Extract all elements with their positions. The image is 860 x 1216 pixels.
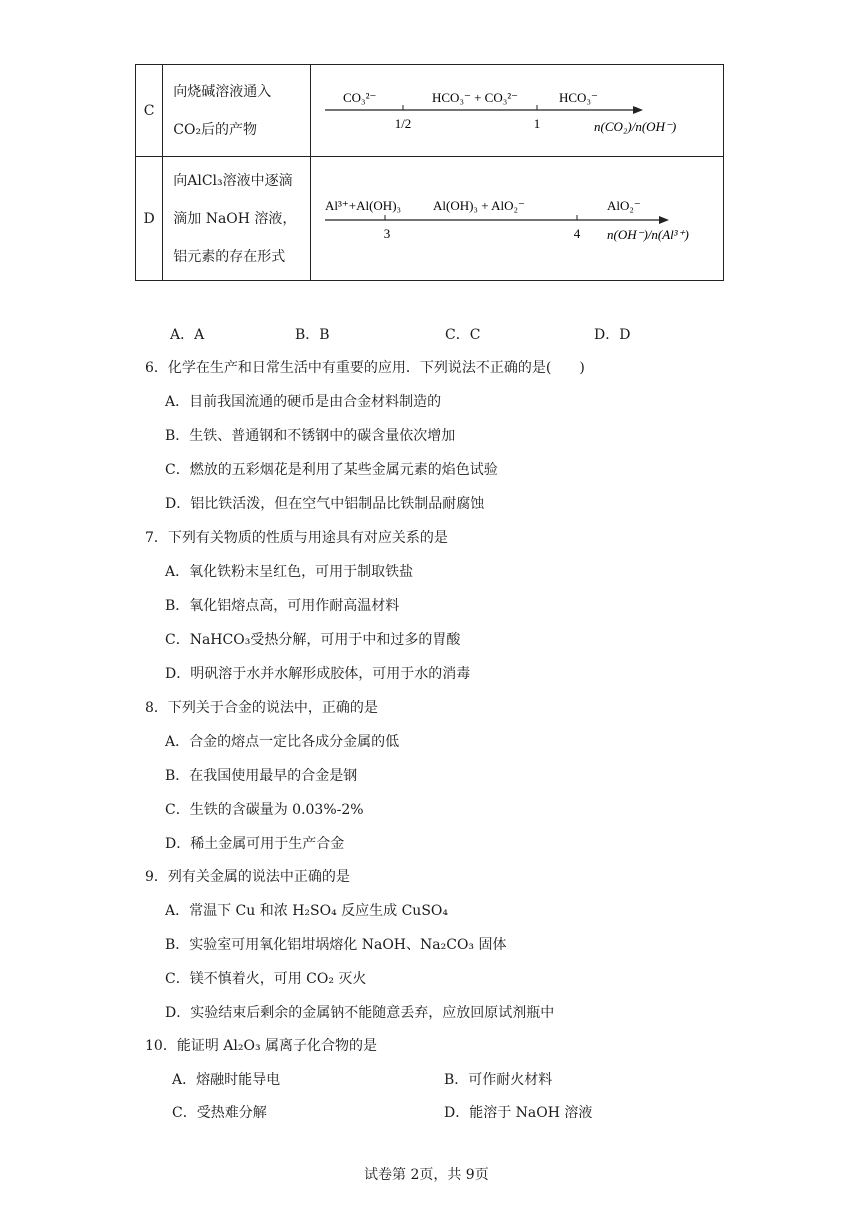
region-label: HCO₃⁻ + CO₃²⁻ — [432, 89, 519, 105]
option-b[interactable]: B．在我国使用最早的合金是钢 — [165, 768, 358, 784]
region-label: Al(OH)₃ + AlO₂⁻ — [433, 197, 525, 213]
option-a[interactable]: A．常温下 Cu 和浓 H₂SO₄ 反应生成 CuSO₄ — [165, 903, 449, 919]
option-d[interactable]: D．铝比铁活泼，但在空气中铝制品比铁制品耐腐蚀 — [165, 496, 485, 512]
option-c[interactable]: C．受热难分解 — [172, 1105, 267, 1121]
region-label: AlO₂⁻ — [607, 197, 641, 213]
desc-line: 向烧碱溶液通入 — [173, 83, 272, 100]
option-c[interactable]: C．镁不慎着火，可用 CO₂ 灭火 — [165, 971, 367, 987]
region-label: CO₃²⁻ — [343, 89, 377, 105]
question-stem: 9．列有关金属的说法中正确的是 — [145, 869, 350, 885]
desc-line: 铝元素的存在形式 — [173, 248, 286, 265]
table-row-c — [136, 65, 724, 157]
choice-c[interactable]: C．C — [445, 327, 481, 343]
option-d[interactable]: D．稀土金属可用于生产合金 — [165, 836, 345, 852]
number-line-c — [311, 66, 723, 156]
row-description — [163, 65, 311, 157]
choice-b[interactable]: B．B — [295, 327, 330, 343]
table-row-d — [136, 157, 724, 281]
option-a[interactable]: A．目前我国流通的硬币是由合金材料制造的 — [165, 394, 442, 410]
row-description — [163, 157, 311, 281]
question-stem: 6．化学在生产和日常生活中有重要的应用．下列说法不正确的是( ) — [145, 360, 585, 376]
option-a[interactable]: A．氧化铁粉末呈红色，可用于制取铁盐 — [165, 564, 414, 580]
number-line-diagram — [311, 65, 724, 157]
option-c[interactable]: C．NaHCO₃受热分解，可用于中和过多的胃酸 — [165, 632, 461, 648]
axis-label: n(CO₂)/n(OH⁻) — [594, 118, 677, 134]
number-line-diagram — [311, 157, 724, 281]
option-b[interactable]: B．实验室可用氧化铝坩埚熔化 NaOH、Na₂CO₃ 固体 — [165, 937, 507, 953]
tick-label: 4 — [573, 225, 581, 241]
option-d[interactable]: D．能溶于 NaOH 溶液 — [444, 1105, 593, 1121]
desc-line: 滴加 NaOH 溶液， — [173, 210, 297, 227]
choice-a[interactable]: A．A — [170, 327, 205, 343]
row-letter: D — [136, 157, 163, 281]
option-a[interactable]: A．合金的熔点一定比各成分金属的低 — [165, 734, 400, 750]
option-c[interactable]: C．生铁的含碳量为 0.03%-2% — [165, 802, 364, 818]
option-b[interactable]: B．可作耐火材料 — [444, 1072, 553, 1088]
options-table — [135, 64, 724, 281]
row-letter: C — [136, 65, 163, 157]
number-line-d — [311, 158, 723, 280]
question-stem: 10．能证明 Al₂O₃ 属离子化合物的是 — [145, 1038, 378, 1054]
page-footer: 试卷第 2页，共 9页 — [364, 1167, 489, 1183]
option-b[interactable]: B．生铁、普通钢和不锈钢中的碳含量依次增加 — [165, 428, 456, 444]
tick-label: 1 — [533, 115, 541, 131]
desc-line: CO₂后的产物 — [173, 121, 258, 138]
option-c[interactable]: C．燃放的五彩烟花是利用了某些金属元素的焰色试验 — [165, 462, 498, 478]
region-label: Al³⁺+Al(OH)₃ — [325, 197, 402, 213]
choice-d[interactable]: D．D — [594, 327, 631, 343]
question-stem: 7．下列有关物质的性质与用途具有对应关系的是 — [145, 530, 448, 546]
tick-label: 3 — [383, 225, 391, 241]
desc-line: 向AlCl₃溶液中逐滴 — [173, 172, 293, 189]
region-label: HCO₃⁻ — [559, 89, 598, 105]
option-b[interactable]: B．氧化铝熔点高，可用作耐高温材料 — [165, 598, 400, 614]
option-d[interactable]: D．实验结束后剩余的金属钠不能随意丢弃，应放回原试剂瓶中 — [165, 1005, 555, 1021]
question-stem: 8．下列关于合金的说法中，正确的是 — [145, 700, 378, 716]
tick-label: 1/2 — [394, 115, 412, 131]
option-d[interactable]: D．明矾溶于水并水解形成胶体，可用于水的消毒 — [165, 666, 471, 682]
option-a[interactable]: A．熔融时能导电 — [172, 1072, 281, 1088]
axis-label: n(OH⁻)/n(Al³⁺) — [607, 226, 689, 242]
